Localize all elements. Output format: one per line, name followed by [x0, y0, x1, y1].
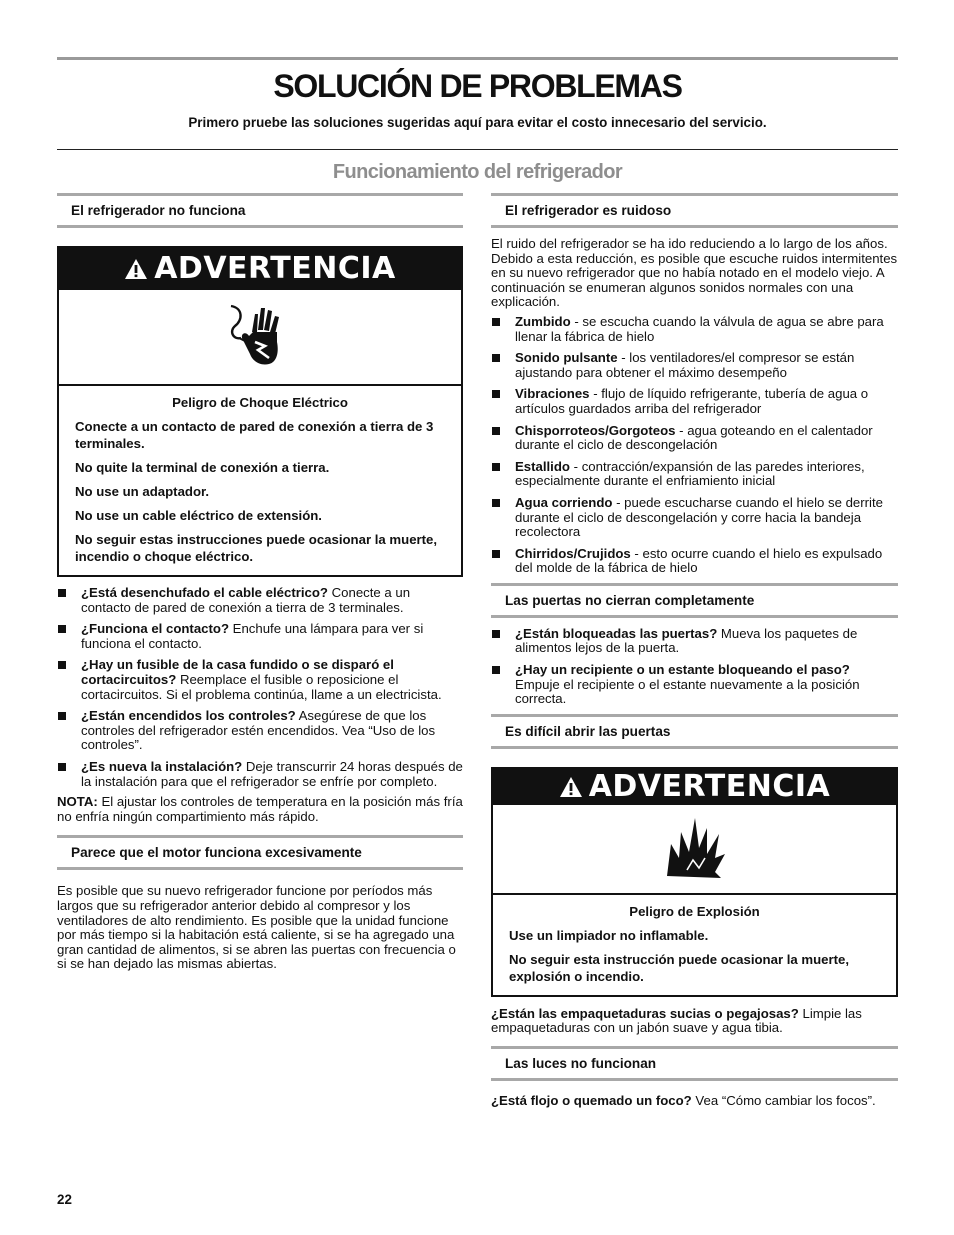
heading-doors-close: Las puertas no cierran completamente [491, 583, 898, 618]
warning-line: Conecte a un contacto de pared de conexión a tierra de 3 terminales. [75, 419, 434, 451]
note-text: El ajustar los controles de temperatura en la posición más fría no enfría ningún compartimiento más rápido. [57, 794, 463, 824]
warning-line: No quite la terminal de conexión a tierra. [75, 460, 330, 475]
bullet-icon [492, 427, 500, 435]
bullet-icon [58, 712, 66, 720]
page-subtitle: Primero pruebe las soluciones sugeridas aquí para evitar el costo innecesario del servicio. [188, 115, 767, 130]
list-item: Agua corriendo - puede escucharse cuando el hielo se derrite durante el ciclo de descongelación y corre hacia la bandeja recolectora [491, 496, 898, 540]
heading-motor: Parece que el motor funciona excesivamente [57, 835, 463, 870]
bullet-icon [58, 661, 66, 669]
electric-shock-hand-icon [225, 302, 295, 372]
warning-header [493, 769, 896, 805]
bullet-icon [58, 763, 66, 771]
warning-triangle-icon [559, 776, 583, 798]
right-column [491, 193, 898, 1109]
bullet-icon [492, 318, 500, 326]
explosion-icon [663, 814, 727, 884]
heading-not-working: El refrigerador no funciona [57, 193, 463, 228]
doors-close-list [491, 627, 898, 707]
warning-picture [59, 290, 461, 386]
warning-line: No use un adaptador. [75, 484, 210, 499]
lights-text: ¿Está flojo o quemado un foco? Vea “Cómo cambiar los focos”. [491, 1093, 876, 1109]
warning-title: Peligro de Choque Eléctrico [172, 395, 348, 410]
list-item: ¿Hay un fusible de la casa fundido o se disparó el cortacircuitos? Reemplace el fusible o reposicione el cortacircuitos. Si el problema continúa, llame a un electricista. [57, 658, 463, 702]
bullet-icon [492, 463, 500, 471]
warning-header [59, 248, 461, 290]
list-item: Zumbido - se escucha cuando la válvula de agua se abre para llenar la fábrica de hielo [491, 315, 898, 344]
bullet-icon [492, 666, 500, 674]
list-item: Sonido pulsante - los ventiladores/el compresor se están ajustando para obtener el máximo desempeño [491, 351, 898, 380]
section-rule [57, 149, 898, 150]
note-label: NOTA: [57, 794, 98, 810]
shock-warning-box [57, 246, 463, 577]
list-item: Chisporroteos/Gorgoteos - agua goteando en el calentador durante el ciclo de descongelación [491, 424, 898, 453]
left-column [57, 193, 463, 972]
bullet-icon [58, 625, 66, 633]
bullet-icon [492, 390, 500, 398]
explosion-warning-box [491, 767, 898, 997]
list-item: Vibraciones - flujo de líquido refrigerante, tubería de agua o artículos guardados arriba del refrigerador [491, 387, 898, 416]
warning-body [493, 895, 896, 995]
warning-body [59, 386, 461, 575]
noisy-list [491, 315, 898, 576]
bullet-icon [58, 589, 66, 597]
bullet-icon [492, 550, 500, 558]
list-item: ¿Están bloqueadas las puertas? Mueva los paquetes de alimentos lejos de la puerta. [491, 627, 898, 656]
list-item: Chirridos/Crujidos - esto ocurre cuando el hielo es expulsado del molde de la fábrica de hielo [491, 547, 898, 576]
warning-picture [493, 805, 896, 895]
warning-line: No seguir esta instrucción puede ocasionar la muerte, explosión o incendio. [509, 951, 850, 984]
warning-line: No use un cable eléctrico de extensión. [75, 508, 322, 523]
top-rule [57, 57, 898, 60]
bullet-icon [492, 499, 500, 507]
bullet-icon [492, 354, 500, 362]
noisy-intro: El ruido del refrigerador se ha ido reduciendo a lo largo de los años. Debido a esta reducción, es posible que escuche ruidos intermitentes en su nuevo refrigerador que no había notado en el modelo viejo. A continuación se enumeran algunos sonidos normales con una explicación. [491, 236, 898, 310]
note [57, 795, 463, 824]
list-item: Estallido - contracción/expansión de las paredes interiores, especialmente durante el enfriamiento inicial [491, 460, 898, 489]
page-number: 22 [57, 1192, 72, 1207]
warning-triangle-icon [124, 258, 148, 280]
page-title: SOLUCIÓN DE PROBLEMAS [273, 68, 682, 104]
warning-title: Peligro de Explosión [629, 903, 760, 919]
list-item: ¿Están encendidos los controles? Asegúrese de que los controles del refrigerador estén encendidos. Vea “Uso de los controles”. [57, 709, 463, 753]
warning-line: No seguir estas instrucciones puede ocasionar la muerte, incendio o choque eléctrico. [75, 532, 438, 564]
bullet-icon [492, 630, 500, 638]
list-item: ¿Hay un recipiente o un estante bloqueando el paso? Empuje el recipiente o el estante nuevamente a la posición correcta. [491, 663, 898, 707]
section-title: Funcionamiento del refrigerador [332, 161, 623, 183]
list-item: ¿Funciona el contacto? Enchufe una lámpara para ver si funciona el contacto. [57, 622, 463, 651]
heading-noisy: El refrigerador es ruidoso [491, 193, 898, 228]
list-item: ¿Es nueva la instalación? Deje transcurrir 24 horas después de la instalación para que el refrigerador se enfríe por completo. [57, 760, 463, 789]
warning-label: ADVERTENCIA [154, 251, 396, 286]
heading-lights: Las luces no funcionan [491, 1046, 898, 1081]
not-working-list [57, 586, 463, 789]
gasket-text: ¿Están las empaquetaduras sucias o pegajosas? Limpie las empaquetaduras con un jabón suave y agua tibia. [491, 1005, 862, 1036]
heading-doors-open: Es difícil abrir las puertas [491, 714, 898, 749]
warning-line: Use un limpiador no inflamable. [509, 927, 709, 943]
list-item: ¿Está desenchufado el cable eléctrico? Conecte a un contacto de pared de conexión a tierra de 3 terminales. [57, 586, 463, 615]
warning-label: ADVERTENCIA [588, 768, 831, 804]
motor-text: Es posible que su nuevo refrigerador funcione por períodos más largos que su refrigerador anterior debido al compresor y los ventiladores de alto rendimiento. Es posible que la unidad funcione por más tiempo si la habitación está caliente, si se ha agregado una gran cantidad de alimentos, si se abren las puertas con frecuencia o si se han dejado las mismas abiertas. [57, 883, 456, 972]
